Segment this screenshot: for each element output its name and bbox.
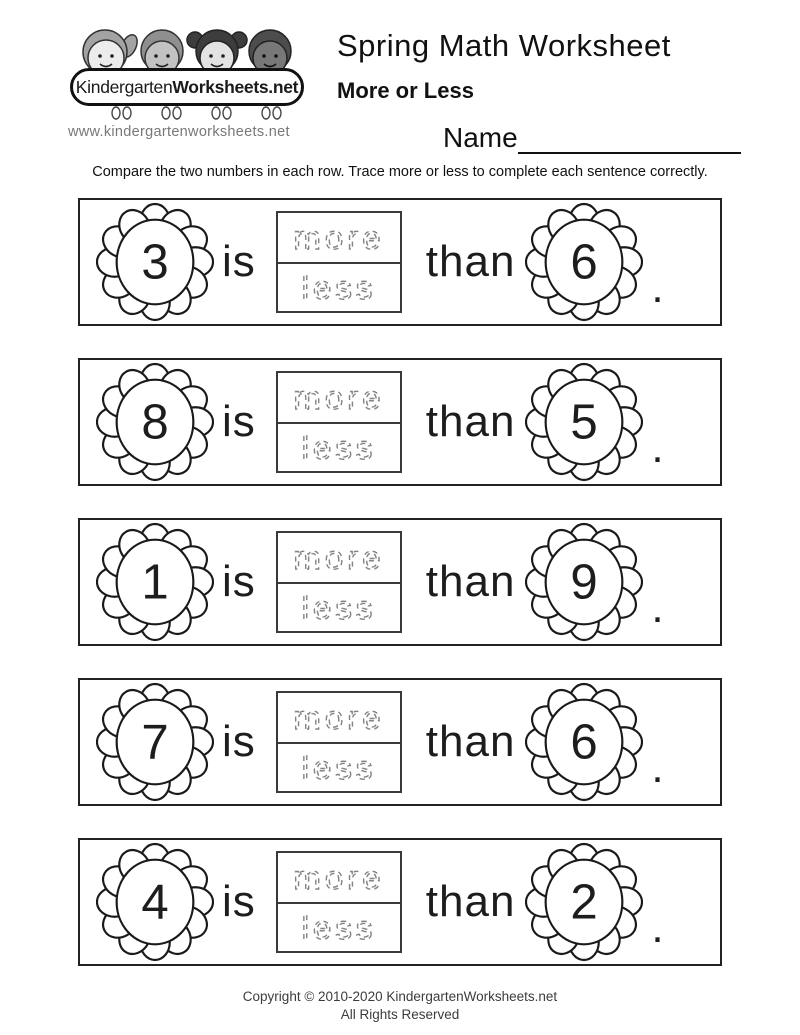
trace-more-cell xyxy=(278,373,400,422)
page-subtitle: More or Less xyxy=(337,78,474,103)
trace-word-more: more xyxy=(293,219,385,256)
flower-right xyxy=(525,841,643,963)
word-is: is xyxy=(222,717,256,766)
worksheet-row xyxy=(78,838,722,966)
name-row xyxy=(443,120,741,154)
site-logo xyxy=(40,22,330,147)
trace-word-less: less xyxy=(301,429,377,466)
trace-word-more: more xyxy=(293,699,385,736)
right-number: 5 xyxy=(570,394,599,450)
trace-more-cell xyxy=(278,853,400,902)
logo-text-worksheets: Worksheets.net xyxy=(172,76,299,97)
worksheet-row xyxy=(78,358,722,486)
trace-more-cell xyxy=(278,533,400,582)
instruction-text: Compare the two numbers in each row. Trace more or less to complete each sentence correctly. xyxy=(92,164,708,180)
sentence-period: . xyxy=(651,903,664,952)
flower-right xyxy=(525,201,643,323)
worksheet-row xyxy=(78,678,722,806)
right-number: 6 xyxy=(570,234,599,290)
trace-more-cell xyxy=(278,693,400,742)
footer-rights: All Rights Reserved xyxy=(340,1007,460,1022)
trace-less-cell xyxy=(278,902,400,951)
flower-left xyxy=(96,681,214,803)
trace-box xyxy=(276,531,402,633)
trace-less-cell xyxy=(278,742,400,791)
flower-left xyxy=(96,201,214,323)
worksheet-row xyxy=(78,198,722,326)
logo-text-kindergarten: Kindergarten xyxy=(75,76,173,97)
sentence-period: . xyxy=(651,743,664,792)
page-title: Spring Math Worksheet xyxy=(337,28,671,63)
word-is: is xyxy=(222,397,256,446)
left-number: 1 xyxy=(141,554,169,610)
right-number: 2 xyxy=(570,874,599,930)
word-is: is xyxy=(222,877,256,926)
flower-right xyxy=(525,361,643,483)
trace-word-less: less xyxy=(301,269,377,306)
footer xyxy=(0,989,800,1022)
word-than: than xyxy=(425,877,516,926)
trace-box xyxy=(276,691,402,793)
word-is: is xyxy=(222,237,256,286)
footer-copyright: Copyright © 2010-2020 KindergartenWorksheets.net xyxy=(242,989,558,1004)
kids-feet-illustration xyxy=(70,106,304,122)
word-than: than xyxy=(425,397,516,446)
flower-right xyxy=(525,521,643,643)
flower-left xyxy=(96,361,214,483)
trace-word-more: more xyxy=(293,539,385,576)
flower-left xyxy=(96,841,214,963)
trace-box xyxy=(276,211,402,313)
trace-less-cell xyxy=(278,422,400,471)
right-number: 9 xyxy=(570,554,599,610)
logo-banner xyxy=(70,68,304,106)
left-number: 7 xyxy=(141,714,169,770)
worksheet-rows xyxy=(78,198,722,998)
sentence-period: . xyxy=(651,263,664,312)
trace-box xyxy=(276,851,402,953)
left-number: 8 xyxy=(141,394,169,450)
worksheet-row xyxy=(78,518,722,646)
title-block xyxy=(337,28,767,104)
word-than: than xyxy=(425,717,516,766)
trace-word-less: less xyxy=(301,589,377,626)
name-blank-line xyxy=(518,120,741,154)
name-label: Name xyxy=(443,122,518,153)
left-number: 4 xyxy=(141,874,169,930)
site-url: www.kindergartenworksheets.net xyxy=(68,124,290,140)
trace-word-more: more xyxy=(293,379,385,416)
trace-word-less: less xyxy=(301,749,377,786)
flower-left xyxy=(96,521,214,643)
sentence-period: . xyxy=(651,423,664,472)
trace-more-cell xyxy=(278,213,400,262)
word-is: is xyxy=(222,557,256,606)
left-number: 3 xyxy=(141,234,169,290)
trace-box xyxy=(276,371,402,473)
sentence-period: . xyxy=(651,583,664,632)
trace-word-less: less xyxy=(301,909,377,946)
trace-word-more: more xyxy=(293,859,385,896)
trace-less-cell xyxy=(278,262,400,311)
trace-less-cell xyxy=(278,582,400,631)
right-number: 6 xyxy=(570,714,599,770)
flower-right xyxy=(525,681,643,803)
word-than: than xyxy=(425,557,516,606)
word-than: than xyxy=(425,237,516,286)
